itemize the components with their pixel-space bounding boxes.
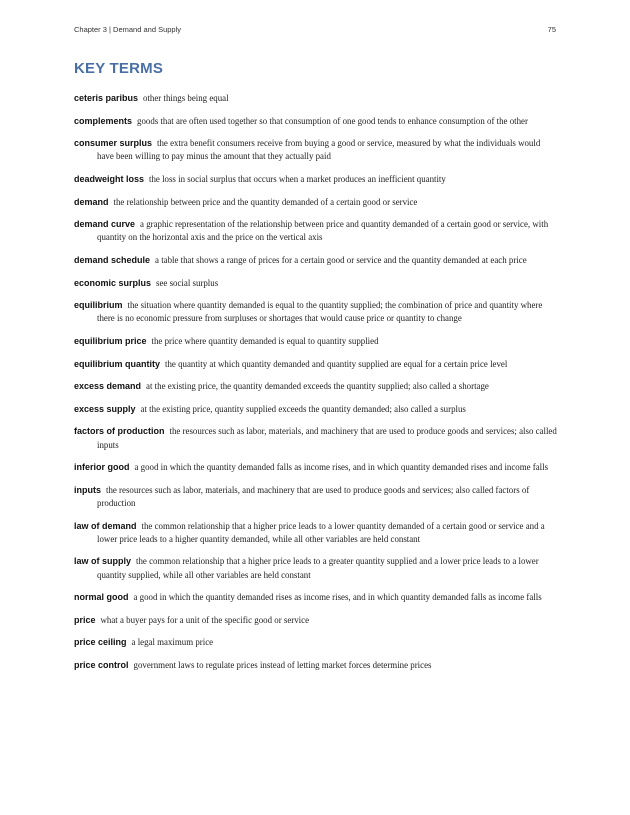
term-definition: goods that are often used together so that consumption of one good tends to enhance consumption of the other: [137, 115, 528, 126]
term-entry: [74, 614, 558, 627]
term-entry: [74, 137, 558, 163]
term-entry: [74, 380, 558, 393]
term-definition: the common relationship that a higher price leads to a lower quantity demanded of a certain good or service and a lower price leads to a higher quantity demanded, while all other variables are held constant: [97, 520, 545, 544]
term-name: demand schedule: [74, 254, 151, 265]
term-entry: [74, 591, 558, 604]
term-name: equilibrium price: [74, 335, 147, 346]
term-definition: at the existing price, quantity supplied exceeds the quantity demanded; also called a surplus: [140, 403, 466, 414]
term-entry: [74, 659, 558, 672]
term-entry: [74, 335, 558, 348]
term-name: law of demand: [74, 520, 137, 531]
term-name: inferior good: [74, 462, 130, 473]
term-name: consumer surplus: [74, 138, 153, 149]
term-definition: the situation where quantity demanded is equal to the quantity supplied; the combination of price and quantity where there is no economic pressure from surpluses or shortages that would cause price or quantity to change: [97, 300, 543, 324]
term-definition: at the existing price, the quantity demanded exceeds the quantity supplied; also called a shortage: [146, 381, 489, 392]
term-name: demand curve: [74, 219, 136, 230]
term-entry: [74, 555, 558, 581]
term-entry: [74, 277, 558, 290]
term-definition: the loss in social surplus that occurs when a market produces an inefficient quantity: [149, 173, 446, 184]
term-name: price control: [74, 659, 129, 670]
term-definition: a good in which the quantity demanded rises as income rises, and in which quantity demanded falls as income falls: [133, 592, 542, 603]
term-definition: a legal maximum price: [131, 637, 214, 648]
page-number: 75: [547, 25, 556, 34]
term-definition: a good in which the quantity demanded falls as income rises, and in which quantity demanded rises and income falls: [134, 462, 549, 473]
term-definition: the resources such as labor, materials, and machinery that are used to produce goods and services; also called inputs: [97, 426, 557, 450]
term-entry: [74, 461, 558, 474]
term-name: deadweight loss: [74, 173, 145, 184]
term-name: price: [74, 614, 96, 625]
term-name: complements: [74, 115, 133, 126]
term-entry: [74, 92, 558, 105]
term-entry: [74, 403, 558, 416]
term-entry: [74, 636, 558, 649]
term-entry: [74, 173, 558, 186]
term-name: equilibrium: [74, 300, 123, 311]
term-definition: other things being equal: [143, 93, 229, 103]
section-title: KEY TERMS: [74, 60, 164, 77]
term-name: inputs: [74, 484, 101, 495]
term-entry: [74, 115, 558, 128]
term-name: factors of production: [74, 426, 165, 437]
term-definition: see social surplus: [156, 277, 219, 288]
term-name: normal good: [74, 592, 129, 603]
term-definition: the relationship between price and the quantity demanded of a certain good or service: [113, 196, 418, 207]
term-definition: government laws to regulate prices instead of letting market forces determine prices: [133, 659, 432, 670]
term-definition: the price where quantity demanded is equal to quantity supplied: [151, 335, 379, 346]
term-entry: [74, 196, 558, 209]
term-name: excess supply: [74, 403, 136, 414]
term-entry: [74, 425, 558, 451]
term-name: equilibrium quantity: [74, 358, 161, 369]
term-name: excess demand: [74, 381, 142, 392]
term-definition: a graphic representation of the relationship between price and quantity demanded of a certain good or service, with quantity on the horizontal axis and the price on the vertical axis: [97, 219, 549, 243]
term-name: law of supply: [74, 556, 132, 567]
term-definition: the extra benefit consumers receive from buying a good or service, measured by what the individuals would have been willing to pay minus the amount that they actually paid: [97, 138, 541, 162]
key-terms-list: [74, 92, 558, 681]
term-entry: [74, 299, 558, 325]
term-entry: [74, 520, 558, 546]
term-name: economic surplus: [74, 277, 152, 288]
term-name: ceteris paribus: [74, 93, 139, 103]
term-definition: the resources such as labor, materials, and machinery that are used to produce goods and services; also called factors of production: [97, 484, 530, 508]
term-definition: the common relationship that a higher price leads to a greater quantity supplied and a lower price leads to a lower quantity supplied, while all other variables are held constant: [97, 556, 539, 580]
term-name: demand: [74, 196, 109, 207]
term-entry: [74, 358, 558, 371]
term-definition: what a buyer pays for a unit of the specific good or service: [100, 614, 310, 625]
term-definition: a table that shows a range of prices for a certain good or service and the quantity demanded at each price: [155, 254, 527, 265]
term-entry: [74, 218, 558, 244]
term-name: price ceiling: [74, 637, 127, 648]
term-entry: [74, 254, 558, 267]
term-entry: [74, 484, 558, 510]
chapter-label: Chapter 3 | Demand and Supply: [74, 25, 182, 34]
term-definition: the quantity at which quantity demanded and quantity supplied are equal for a certain price level: [165, 358, 508, 369]
